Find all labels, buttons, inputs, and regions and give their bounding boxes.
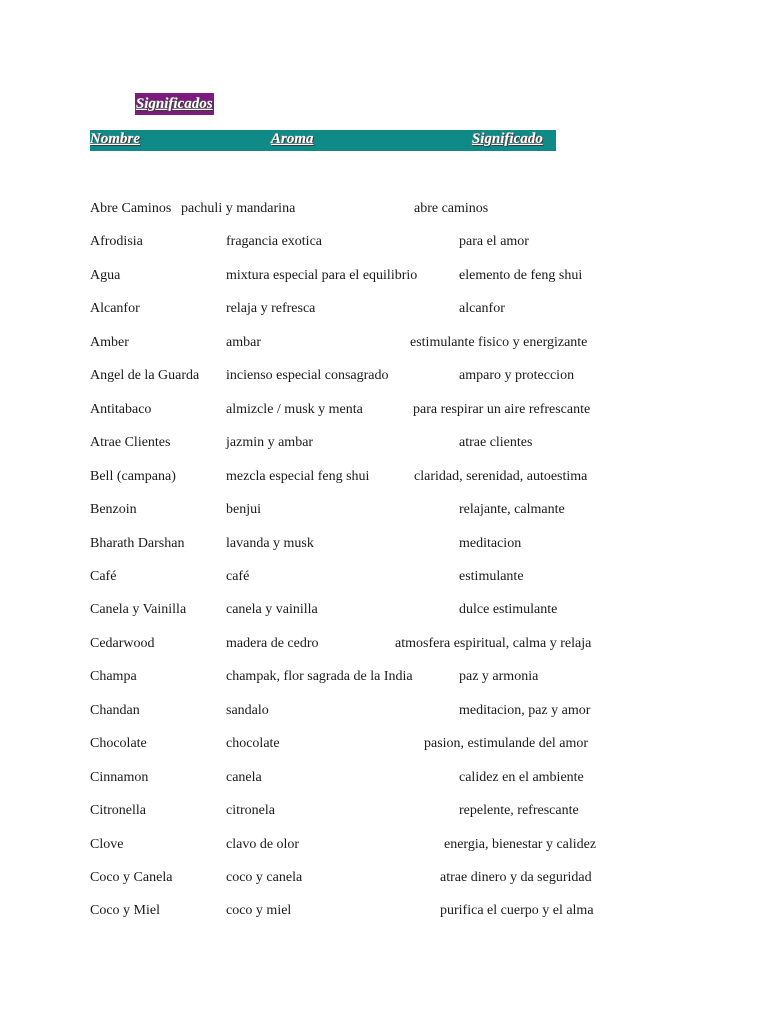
cell-significado: meditacion, paz y amor — [459, 703, 591, 718]
cell-aroma: jazmin y ambar — [226, 435, 314, 450]
cell-significado: elemento de feng shui — [459, 268, 583, 283]
cell-significado: alcanfor — [459, 301, 505, 316]
cell-significado: para el amor — [459, 234, 529, 249]
cell-aroma: coco y canela — [226, 870, 303, 885]
cell-nombre: Coco y Canela — [90, 870, 173, 885]
cell-nombre: Antitabaco — [90, 402, 152, 417]
cell-significado: calidez en el ambiente — [459, 770, 584, 785]
cell-significado: claridad, serenidad, autoestima — [414, 469, 588, 484]
cell-significado: para respirar un aire refrescante — [413, 402, 591, 417]
cell-significado: paz y armonia — [459, 669, 539, 684]
cell-significado: estimulante fisico y energizante — [410, 335, 588, 350]
cell-nombre: Citronella — [90, 803, 146, 818]
cell-nombre: Chocolate — [90, 736, 147, 751]
cell-nombre: Atrae Clientes — [90, 435, 171, 450]
cell-aroma: relaja y refresca — [226, 301, 316, 316]
header-significado: Significado — [472, 131, 543, 147]
cell-nombre: Café — [90, 569, 117, 584]
cell-aroma: almizcle / musk y menta — [226, 402, 363, 417]
cell-nombre: Bharath Darshan — [90, 536, 185, 551]
cell-aroma: incienso especial consagrado — [226, 368, 389, 383]
header-nombre: Nombre — [90, 131, 140, 147]
cell-significado: repelente, refrescante — [459, 803, 579, 818]
cell-aroma: champak, flor sagrada de la India — [226, 669, 413, 684]
cell-aroma: sandalo — [226, 703, 269, 718]
page-title: Significados — [136, 95, 213, 112]
cell-nombre: Abre Caminos — [90, 201, 172, 216]
cell-nombre: Canela y Vainilla — [90, 602, 187, 617]
cell-aroma: lavanda y musk — [226, 536, 314, 551]
cell-aroma: chocolate — [226, 736, 280, 751]
column-header-bar — [90, 130, 556, 151]
cell-aroma: fragancia exotica — [226, 234, 322, 249]
cell-aroma: ambar — [226, 335, 261, 350]
cell-aroma: madera de cedro — [226, 636, 319, 651]
cell-nombre: Angel de la Guarda — [90, 368, 200, 383]
cell-aroma: mezcla especial feng shui — [226, 469, 370, 484]
cell-significado: abre caminos — [414, 201, 489, 216]
cell-significado: atrae clientes — [459, 435, 533, 450]
cell-nombre: Chandan — [90, 703, 140, 718]
cell-nombre: Coco y Miel — [90, 903, 160, 918]
cell-nombre: Clove — [90, 837, 124, 852]
cell-aroma: café — [226, 569, 250, 584]
cell-aroma: coco y miel — [226, 903, 292, 918]
cell-significado: purifica el cuerpo y el alma — [440, 903, 594, 918]
cell-significado: atmosfera espiritual, calma y relaja — [395, 636, 592, 651]
cell-nombre: Agua — [90, 268, 121, 283]
cell-nombre: Cedarwood — [90, 636, 155, 651]
cell-significado: pasion, estimulande del amor — [424, 736, 589, 751]
cell-significado: atrae dinero y da seguridad — [440, 870, 592, 885]
cell-aroma: mixtura especial para el equilibrio — [226, 268, 418, 283]
cell-significado: meditacion — [459, 536, 522, 551]
cell-aroma: benjui — [226, 502, 261, 517]
title-highlight — [135, 93, 214, 115]
cell-nombre: Alcanfor — [90, 301, 140, 316]
cell-nombre: Cinnamon — [90, 770, 149, 785]
cell-nombre: Champa — [90, 669, 137, 684]
cell-nombre: Bell (campana) — [90, 469, 176, 484]
cell-aroma: pachuli y mandarina — [181, 201, 296, 216]
cell-significado: dulce estimulante — [459, 602, 558, 617]
cell-nombre: Benzoin — [90, 502, 137, 517]
cell-aroma: canela y vainilla — [226, 602, 318, 617]
cell-significado: amparo y proteccion — [459, 368, 575, 383]
cell-significado: estimulante — [459, 569, 524, 584]
cell-aroma: canela — [226, 770, 262, 785]
cell-significado: energia, bienestar y calidez — [444, 837, 597, 852]
header-aroma: Aroma — [271, 131, 314, 147]
cell-significado: relajante, calmante — [459, 502, 565, 517]
cell-nombre: Amber — [90, 335, 129, 350]
cell-nombre: Afrodisia — [90, 234, 143, 249]
cell-aroma: clavo de olor — [226, 837, 300, 852]
cell-aroma: citronela — [226, 803, 275, 818]
